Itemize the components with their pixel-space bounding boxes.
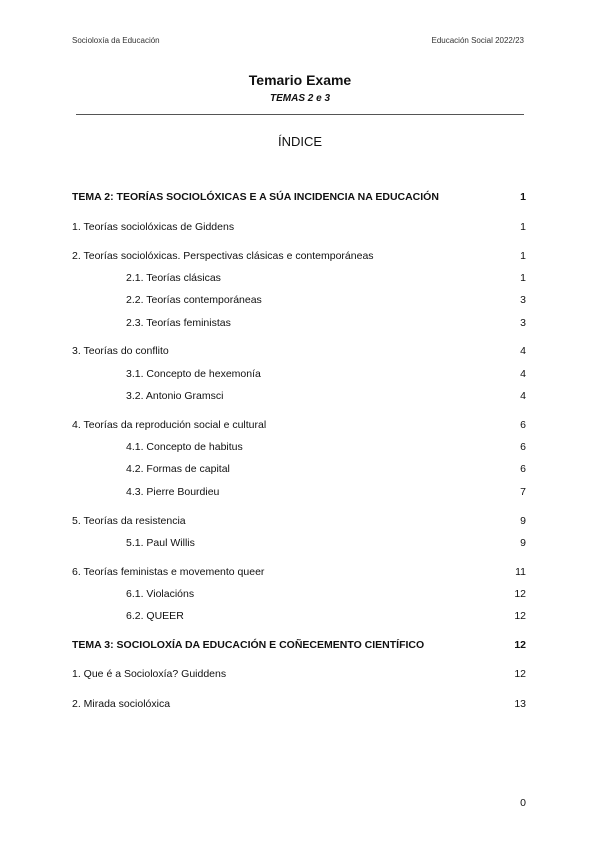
toc-entry-page: 4 <box>520 368 526 380</box>
toc-subentry[interactable] <box>72 272 526 286</box>
toc-subentry[interactable] <box>72 610 526 624</box>
toc-entry-label: 2.3. Teorías feministas <box>126 317 231 329</box>
toc-entry-tema-2[interactable] <box>72 191 526 205</box>
toc-entry[interactable] <box>72 250 526 264</box>
toc-entry-page: 9 <box>520 515 526 527</box>
toc-entry[interactable] <box>72 566 526 580</box>
toc-entry-page: 12 <box>514 668 526 680</box>
toc-entry-page: 6 <box>520 419 526 431</box>
toc-entry-page: 4 <box>520 345 526 357</box>
toc-entry-label: 3.1. Concepto de hexemonía <box>126 368 261 380</box>
toc-subentry[interactable] <box>72 588 526 602</box>
page-number: 0 <box>520 797 526 809</box>
toc-entry-label: TEMA 2: TEORÍAS SOCIOLÓXICAS E A SÚA INCIDENCIA NA EDUCACIÓN <box>72 191 439 203</box>
toc-entry-label: 3.2. Antonio Gramsci <box>126 390 224 402</box>
toc-entry-page: 1 <box>520 272 526 284</box>
toc-subentry[interactable] <box>72 368 526 382</box>
toc-entry-page: 12 <box>514 610 526 622</box>
toc-subentry[interactable] <box>72 537 526 551</box>
toc-subentry[interactable] <box>72 441 526 455</box>
toc-entry-label: 6.2. QUEER <box>126 610 184 622</box>
toc-entry-page: 13 <box>514 698 526 710</box>
toc-entry-page: 11 <box>515 566 526 578</box>
toc-entry-label: 3. Teorías do conflito <box>72 345 169 357</box>
running-header-right: Educación Social 2022/23 <box>431 36 524 45</box>
toc-entry[interactable] <box>72 698 526 712</box>
toc-entry-page: 9 <box>520 537 526 549</box>
toc-subentry[interactable] <box>72 390 526 404</box>
toc-entry-label: 2.1. Teorías clásicas <box>126 272 221 284</box>
toc-entry-label: 4.1. Concepto de habitus <box>126 441 243 453</box>
toc-entry-page: 3 <box>520 317 526 329</box>
toc-entry-label: 2. Teorías sociolóxicas. Perspectivas clásicas e contemporáneas <box>72 250 374 262</box>
toc-entry-page: 1 <box>520 221 526 233</box>
toc-entry-page: 6 <box>520 441 526 453</box>
toc-entry-page: 4 <box>520 390 526 402</box>
toc-entry-page: 7 <box>520 486 526 498</box>
toc-entry-page: 3 <box>520 294 526 306</box>
toc-subentry[interactable] <box>72 463 526 477</box>
toc-entry-page: 12 <box>514 588 526 600</box>
toc-entry-label: 6.1. Violacións <box>126 588 195 600</box>
toc-entry-page: 1 <box>520 191 526 203</box>
toc-subentry[interactable] <box>72 294 526 308</box>
document-subtitle: TEMAS 2 e 3 <box>269 93 331 104</box>
toc-entry-label: 5. Teorías da resistencia <box>72 515 186 527</box>
toc-entry[interactable] <box>72 515 526 529</box>
toc-entry-label: 2.2. Teorías contemporáneas <box>126 294 262 306</box>
running-header-left: Socioloxía da Educación <box>72 36 160 45</box>
toc-entry[interactable] <box>72 345 526 359</box>
toc-entry[interactable] <box>72 668 526 682</box>
index-heading: ÍNDICE <box>277 134 323 149</box>
toc-entry-page: 6 <box>520 463 526 475</box>
toc-subentry[interactable] <box>72 486 526 500</box>
toc-entry-label: 2. Mirada sociolóxica <box>72 698 171 710</box>
toc-entry[interactable] <box>72 419 526 433</box>
toc-entry-label: 4.3. Pierre Bourdieu <box>126 486 220 498</box>
toc-entry-label: 4.2. Formas de capital <box>126 463 230 475</box>
toc-entry-label: 1. Teorías sociolóxicas de Giddens <box>72 221 235 233</box>
toc-entry-label: 4. Teorías da reprodución social e cultural <box>72 419 267 431</box>
document-title: Temario Exame <box>248 72 352 88</box>
toc-subentry[interactable] <box>72 317 526 331</box>
toc-entry[interactable] <box>72 221 526 235</box>
toc-entry-tema-3[interactable] <box>72 639 526 653</box>
table-of-contents <box>72 0 526 848</box>
toc-entry-label: 5.1. Paul Willis <box>126 537 195 549</box>
toc-entry-label: 1. Que é a Socioloxía? Guiddens <box>72 668 227 680</box>
toc-entry-page: 12 <box>514 639 526 651</box>
toc-entry-label: TEMA 3: SOCIOLOXÍA DA EDUCACIÓN E COÑECEMENTO CIENTÍFICO <box>72 639 425 651</box>
toc-entry-label: 6. Teorías feministas e movemento queer <box>72 566 265 578</box>
toc-entry-page: 1 <box>520 250 526 262</box>
